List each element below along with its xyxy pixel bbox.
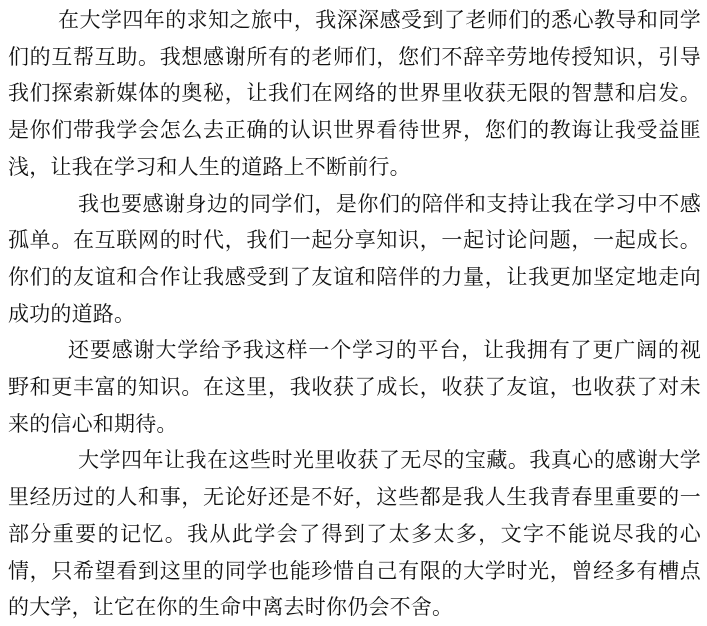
paragraph-gratitude-teachers: 在大学四年的求知之旅中，我深深感受到了老师们的悉心教导和同学们的互帮互助。我想感谢所有的老师们，您们不辞辛劳地传授知识，引导我们探索新媒体的奥秘，让我们在网络的世界里收获无限的智慧和启发。是你们带我学会怎么去正确的认识世界看待世界，您们的教诲让我受益匪浅，让我在学习和人生的道路上不断前行。 [8,8,701,179]
paragraph-gratitude-university: 还要感谢大学给予我这样一个学习的平台，让我拥有了更广阔的视野和更丰富的知识。在这里，我收获了成长，收获了友谊，也收获了对未来的信心和期待。 [8,338,701,436]
paragraph-closing-reflection: 大学四年让我在这些时光里收获了无尽的宝藏。我真心的感谢大学里经历过的人和事，无论好还是不好，这些都是我人生我青春里重要的一部分重要的记忆。我从此学会了得到了太多太多，文字不能说尽我的心情，只希望看到这里的同学也能珍惜自己有限的大学时光，曾经多有槽点的大学，让它在你的生命中离去时你仍会不舍。 [8,448,701,620]
paragraph-gratitude-classmates: 我也要感谢身边的同学们，是你们的陪伴和支持让我在学习中不感孤单。在互联网的时代，我们一起分享知识，一起讨论问题，一起成长。你们的友谊和合作让我感受到了友谊和陪伴的力量，让我更加坚定地走向成功的道路。 [8,191,701,326]
